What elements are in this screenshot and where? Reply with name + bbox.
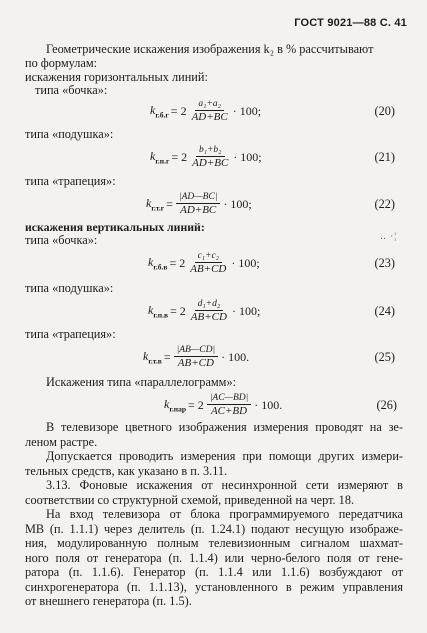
- equation-number-22: (22): [374, 197, 395, 211]
- equation-number-26: (26): [376, 398, 397, 412]
- equation-20: $k_{г.б.г}$ = 2 $\frac{\text{a₁+a₂}}{AD+BC}$ · 100;: [150, 99, 262, 123]
- equation-26: $k_{г.пар}$ = 2 $\frac{|AC—BD|}{AC+BD}$ · 100.: [164, 393, 283, 417]
- equation-number-21: (21): [374, 150, 395, 164]
- label-pillow-vertical: типа «подушка»:: [25, 281, 114, 295]
- equation-number-20: (20): [374, 104, 395, 118]
- intro-line-3: искажения горизонтальных линий:: [25, 70, 208, 84]
- equation-lhs: $k_{г.б.г}$: [150, 102, 169, 120]
- equation-21: $k_{г.п.г}$ = 2 $\frac{\text{b₁+b₂}}{AD+BC}$ · 100;: [150, 145, 262, 169]
- equation-number-23: (23): [374, 256, 395, 270]
- paragraph-procedure: На вход телевизора от блока программируемого передатчика МВ (п. 1.1.1) через делитель (п. 1.24.1) подают несущую изображе- ния, модулированную полным телевизионным сигналом шахмат- ного поля от генератора (п. 1.1.4) или черно-белого поля от гене- ратора (п. 1.1.6). Генератор (п. 1.1.4 или 1.1.6) возбуждают от синхрогенератора (п. 1.1.13), установленного в режим управления от внешнего генератора (п. 1.5).: [25, 507, 403, 608]
- paragraph-3-13: 3.13. Фоновые искажения от несинхронной сети измеряют в соответствии со структурной схемой, приведенной на черт. 18.: [25, 478, 403, 507]
- equation-25: $k_{г.т.в}$ = $\frac{|AB—CD|}{AB+CD}$ · 100.: [143, 345, 250, 369]
- paragraph-green-raster: В телевизоре цветного изображения измерения проводят на зе- леном растре.: [25, 420, 403, 449]
- label-parallelogram: Искажения типа «параллелограмм»:: [46, 375, 237, 389]
- intro-line-1: Геометрические искажения изображения k₂ в % рассчитывают: [46, 42, 374, 56]
- equation-number-25: (25): [374, 350, 395, 364]
- label-barrel-vertical: типа «бочка»:: [25, 233, 98, 247]
- equation-23: $k_{г.б.в}$ = 2 $\frac{\text{c₁+c₂}}{AB+CD}$ · 100;: [148, 251, 260, 275]
- paragraph-other-means: Допускается проводить измерения при помощи других измери- тельных средств, как указано в п. 3.11.: [25, 449, 403, 478]
- equation-22: $k_{г.т.г}$ = $\frac{|AD—BC|}{AD+BC}$ · 100;: [146, 192, 252, 216]
- label-trapezoid-horizontal: типа «трапеция»:: [25, 174, 116, 188]
- section-vertical-lines: искажения вертикальных линий:: [25, 220, 205, 234]
- intro-line-2: по формулам:: [25, 56, 98, 70]
- equation-number-24: (24): [374, 304, 395, 318]
- page-header: ГОСТ 9021—88 С. 41: [294, 17, 407, 29]
- label-pillow-horizontal: типа «подушка»:: [25, 127, 114, 141]
- equation-24: $k_{г.п.в}$ = 2 $\frac{\text{d₁+d₂}}{AB+CD}$ · 100;: [148, 299, 261, 323]
- fraction: $\frac{\text{a₁+a₂}}{AD+BC}$: [191, 99, 228, 123]
- scan-mark: ‥ ·¦: [380, 231, 398, 241]
- label-barrel-horizontal: типа «бочка»:: [35, 83, 108, 97]
- label-trapezoid-vertical: типа «трапеция»:: [25, 327, 116, 341]
